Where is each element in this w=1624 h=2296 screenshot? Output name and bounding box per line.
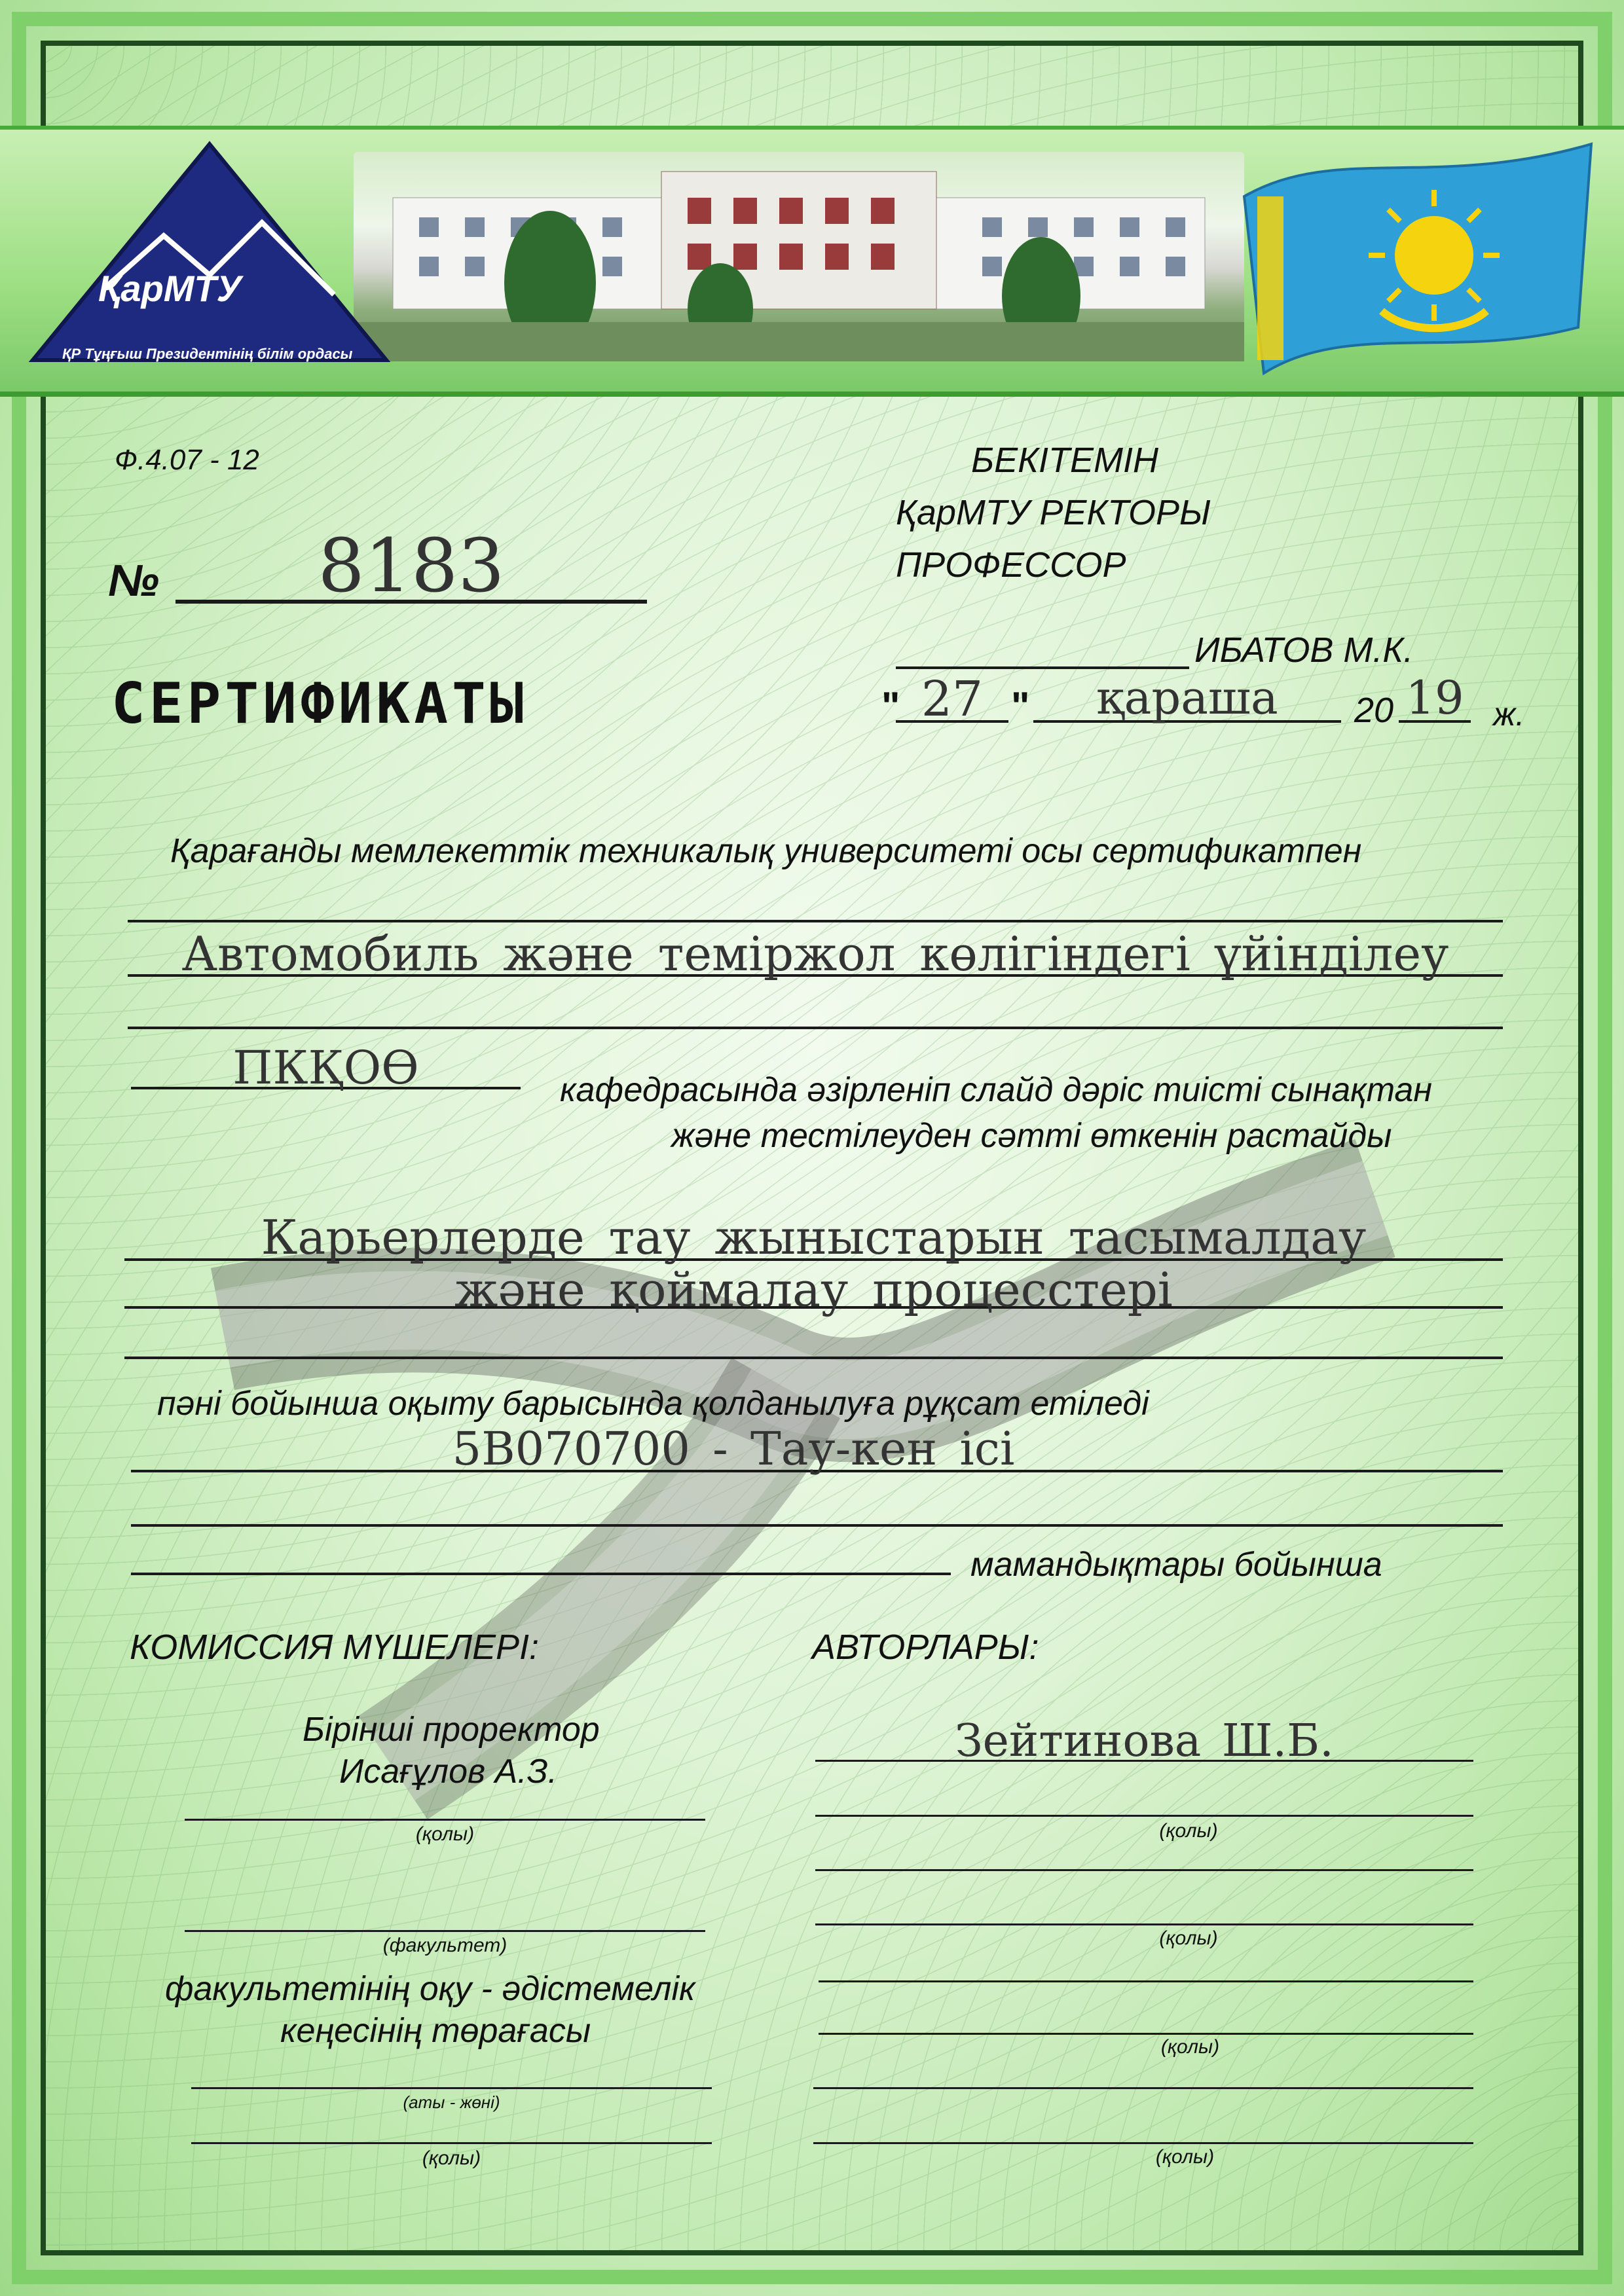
department-full: Автомобиль және теміржол көлігіндегі үйінділеу <box>181 926 1449 981</box>
department-short: ПКҚОӨ <box>232 1041 419 1095</box>
author-2-signature-label: (қолы) <box>1159 1927 1218 1949</box>
statement-line-1: кафедрасында әзірленіп слайд дәріс тиісті сынақтан <box>560 1071 1432 1109</box>
council-line-2: кеңесінің төрағасы <box>280 2012 591 2050</box>
rector-signature-line <box>896 666 1189 669</box>
logo-name: ҚарМТУ <box>98 268 242 309</box>
logo-tagline: ҚР Тұңғыш Президентінің білім ордасы <box>62 346 353 362</box>
author-2-name-line <box>815 1869 1473 1871</box>
date-quote-close: " <box>1011 684 1030 728</box>
author-3-signature-label: (қолы) <box>1160 2036 1220 2058</box>
rule-2 <box>128 1027 1503 1029</box>
date-month: қараша <box>1096 671 1278 725</box>
subject-line-1: Карьерлерде тау жыныстарын тасымалдау <box>261 1210 1367 1265</box>
subject-line-2: және қоймалау процесстері <box>454 1262 1173 1317</box>
certificate-number: 8183 <box>318 524 505 609</box>
number-label: № <box>108 556 159 606</box>
faculty-label: (факультет) <box>382 1935 507 1956</box>
commission-heading: КОМИССИЯ МҮШЕЛЕРІ: <box>130 1628 540 1667</box>
council-name-line <box>191 2087 712 2089</box>
intro-text: Қарағанды мемлекеттік техникалық университеті осы сертификатпен <box>170 832 1362 870</box>
author-3-name-line <box>819 1980 1473 1982</box>
date-year: 19 <box>1405 671 1464 725</box>
approval-rector-title: ҚарМТУ РЕКТОРЫ <box>896 493 1211 532</box>
rule-4 <box>131 1524 1503 1527</box>
council-signature-line <box>191 2142 712 2144</box>
commission-signature-label: (қолы) <box>415 1823 475 1845</box>
form-code: Ф.4.07 - 12 <box>115 444 259 476</box>
date-quote-open: " <box>881 684 900 728</box>
faculty-line <box>185 1930 705 1932</box>
commission-member-title: Бірінші проректор <box>303 1711 600 1749</box>
certificate-title: СЕРТИФИКАТЫ <box>111 671 528 737</box>
author-4-signature-line <box>813 2142 1473 2144</box>
council-name-label: (аты - жөні) <box>403 2092 500 2112</box>
rule-5 <box>131 1573 951 1575</box>
specialty-value: 5В070700 - Тау-кен ісі <box>452 1422 1015 1476</box>
approval-heading: БЕКІТЕМІН <box>971 441 1158 480</box>
author-3-signature-line <box>819 2033 1473 2035</box>
karmtu-logo-icon <box>26 137 393 373</box>
permission-text: пәні бойынша оқыту барысында қолданылуға рұқсат етіледі <box>157 1385 1149 1423</box>
author-4-signature-label: (қолы) <box>1155 2146 1215 2168</box>
rule-3 <box>124 1357 1503 1359</box>
kazakhstan-flag-icon <box>1238 137 1604 380</box>
commission-signature-line <box>185 1819 705 1821</box>
campus-building-icon <box>354 152 1244 361</box>
campus-photo <box>354 152 1244 361</box>
date-day: 27 <box>921 671 984 727</box>
council-signature-label: (қолы) <box>422 2147 481 2169</box>
date-year-suffix: ж. <box>1493 696 1525 733</box>
council-line-1: факультетінің оқу - әдістемелік <box>165 1970 695 2008</box>
author-1-signature-line <box>815 1815 1473 1817</box>
approval-professor: ПРОФЕССОР <box>896 545 1126 585</box>
author-4-name-line <box>813 2087 1473 2089</box>
author-1-name: Зейтинова Ш.Б. <box>955 1715 1334 1767</box>
rector-name: ИБАТОВ М.К. <box>1194 630 1414 670</box>
author-1-signature-label: (қолы) <box>1159 1820 1218 1842</box>
statement-line-2: және тестілеуден сәтті өткенін растайды <box>671 1117 1392 1155</box>
author-2-signature-line <box>815 1923 1473 1925</box>
date-year-prefix: 20 <box>1354 691 1394 730</box>
rule-1 <box>128 920 1503 922</box>
authors-heading: АВТОРЛАРЫ: <box>812 1628 1039 1667</box>
specialty-suffix: мамандықтары бойынша <box>970 1546 1382 1584</box>
commission-member-name: Исағұлов А.З. <box>339 1753 558 1791</box>
